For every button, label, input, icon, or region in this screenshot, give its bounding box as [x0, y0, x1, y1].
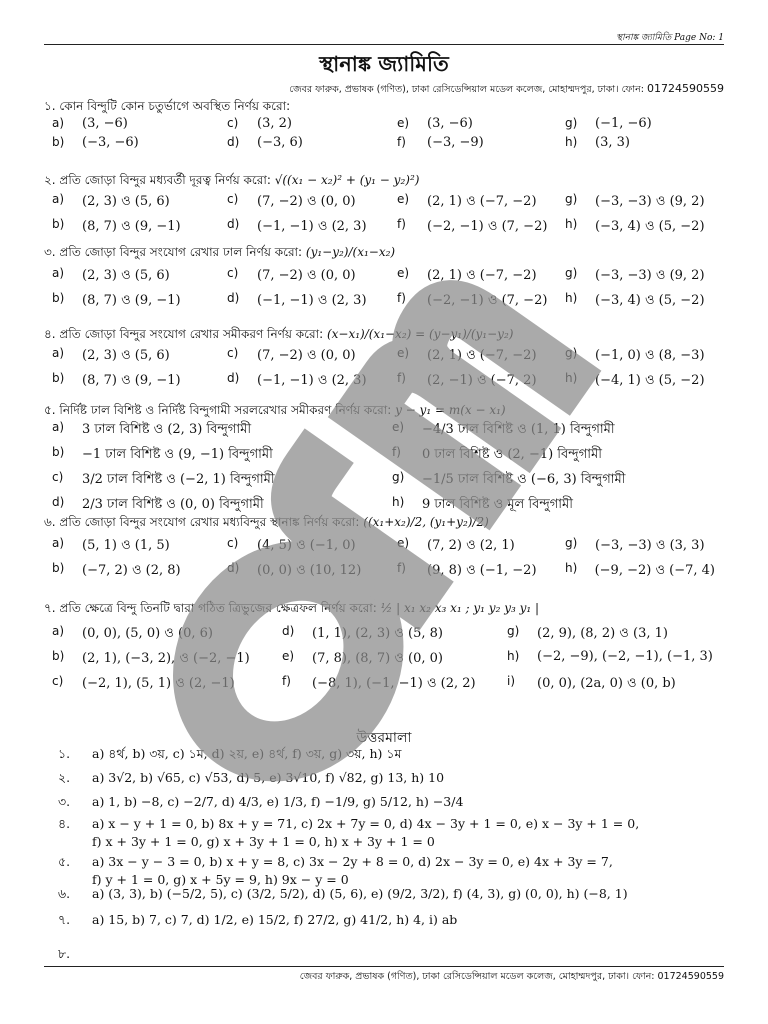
q1-item-g	[565, 116, 715, 131]
item-label: g)	[392, 470, 405, 484]
q3-item-d	[227, 291, 397, 312]
item-label: a)	[52, 116, 65, 130]
answer-number: ৫.	[58, 854, 71, 869]
item-label: a)	[52, 624, 65, 638]
item-label: d)	[227, 561, 240, 575]
item-value: 9 ঢাল বিশিষ্ট ও মূল বিন্দুগামী	[422, 497, 573, 512]
q4-item-g	[565, 346, 715, 367]
question-4-prompt	[44, 326, 724, 346]
item-label: a)	[52, 266, 65, 280]
answer-text: a) x − y + 1 = 0, b) 8x + y = 71, c) 2x + 7y = 0, d) 4x − 3y + 1 = 0, e) x − 3y + 1 = 0,	[92, 816, 640, 831]
q1-item-a	[52, 116, 227, 131]
q5-item-f	[392, 445, 722, 466]
question-6-text: ৬. প্রতি জোড়া বিন্দুর সংযোগ রেখার মধ্যবিন্দুর স্থানাঙ্ক নির্ণয় করো:	[44, 515, 364, 529]
item-label: h)	[565, 217, 578, 231]
q1-item-d	[227, 135, 397, 150]
item-label: f)	[397, 291, 406, 305]
question-6-formula: ((x₁+x₂)/2, (y₁+y₂)/2)	[363, 515, 489, 529]
question-3-formula: (y₁−y₂)/(x₁−x₂)	[305, 245, 396, 259]
q6-item-b	[52, 561, 227, 582]
item-value: (8, 7) ও (9, −1)	[82, 219, 181, 234]
item-label: e)	[397, 192, 410, 206]
q2-item-b	[52, 217, 227, 238]
question-3-prompt	[44, 244, 724, 264]
answer-number: ১.	[58, 746, 71, 761]
item-label: f)	[397, 217, 406, 231]
item-value: −1/5 ঢাল বিশিষ্ট ও (−6, 3) বিন্দুগামী	[422, 472, 626, 487]
item-label: b)	[52, 445, 65, 459]
q4-item-h	[565, 371, 715, 392]
q6-item-h	[565, 561, 715, 582]
q7-item-b	[52, 649, 282, 670]
q6-item-g	[565, 536, 715, 557]
item-value: (3, 3)	[595, 135, 630, 150]
question-7-formula: ½ | x₁ x₂ x₃ x₁ ; y₁ y₂ y₃ y₁ |	[380, 601, 540, 615]
answer-text: f) x + 3y + 1 = 0, g) x + 3y + 1 = 0, h) x + 3y + 1 = 0	[92, 834, 435, 849]
answer-number: ৬.	[58, 886, 71, 901]
q5-item-h	[392, 495, 722, 516]
item-value: (−1, −6)	[595, 116, 652, 131]
answer-text: a) 1, b) −8, c) −2/7, d) 4/3, e) 1/3, f) −1/9, g) 5/12, h) −3/4	[92, 794, 464, 809]
item-label: d)	[282, 624, 295, 638]
item-label: e)	[392, 420, 405, 434]
item-value: (−3, −3) ও (9, 2)	[595, 268, 705, 283]
item-label: a)	[52, 346, 65, 360]
question-5-prompt	[44, 402, 724, 422]
question-2-prompt	[44, 172, 724, 192]
answers-title: উত্তরমালা	[356, 730, 412, 746]
item-value: (0, 0), (5, 0) ও (0, 6)	[82, 626, 213, 641]
q3-item-e	[397, 266, 565, 287]
q5-item-e	[392, 420, 722, 441]
q6-item-a	[52, 536, 227, 557]
item-value: (3, −6)	[427, 116, 473, 131]
author-text: জেবর ফারুক, প্রভাষক (গণিত), ঢাকা রেসিডেন্সিয়াল মডেল কলেজ, মোহাম্মদপুর, ঢাকা। ফোন:	[289, 84, 648, 95]
item-label: c)	[227, 346, 239, 360]
q1-item-c	[227, 116, 397, 131]
q6-item-c	[227, 536, 397, 557]
item-value: (−2, −1) ও (7, −2)	[427, 219, 548, 234]
item-label: g)	[565, 536, 578, 550]
question-3-items	[52, 266, 724, 312]
item-value: (−3, −6)	[82, 135, 139, 150]
q5-item-a	[52, 420, 392, 441]
answer-text: f) y + 1 = 0, g) x + 5y = 9, h) 9x − y = 0	[92, 872, 349, 887]
answer-text: a) (3, 3), b) (−5/2, 5), c) (3/2, 5/2), d) (5, 6), e) (9/2, 3/2), f) (4, 3), g) (0, 0), h) (−8, 1)	[92, 886, 628, 901]
question-6-prompt	[44, 514, 724, 534]
q6-item-f	[397, 561, 565, 582]
item-value: (7, −2) ও (0, 0)	[257, 194, 356, 209]
item-value: (−1, −1) ও (2, 3)	[257, 373, 367, 388]
q3-item-h	[565, 291, 715, 312]
item-label: d)	[227, 291, 240, 305]
item-label: g)	[507, 624, 520, 638]
item-value: (−8, 1), (−1, −1) ও (2, 2)	[312, 676, 476, 691]
item-value: (−2, −1) ও (7, −2)	[427, 293, 548, 308]
question-7-text: ৭. প্রতি ক্ষেত্রে বিন্দু তিনটি দ্বারা গঠিত ত্রিভুজের ক্ষেত্রফল নির্ণয় করো:	[44, 601, 381, 615]
question-4-items	[52, 346, 724, 392]
item-label: a)	[52, 420, 65, 434]
item-label: c)	[227, 192, 239, 206]
item-label: d)	[227, 217, 240, 231]
item-label: g)	[565, 116, 578, 130]
item-value: (−3, 4) ও (5, −2)	[595, 293, 705, 308]
item-value: (−3, 4) ও (5, −2)	[595, 219, 705, 234]
question-1-prompt: ১. কোন বিন্দুটি কোন চতুর্ভাগে অবস্থিত নির্ণয় করো:	[44, 99, 291, 113]
question-5-items	[52, 420, 724, 516]
item-label: h)	[565, 561, 578, 575]
answer-number: ৭.	[58, 912, 71, 927]
footer-divider	[44, 966, 724, 967]
author-line	[289, 82, 724, 98]
item-value: (2, 1), (−3, 2), ও (−2, −1)	[82, 651, 250, 666]
answer-number: ৪.	[58, 816, 71, 831]
item-label: i)	[507, 674, 516, 688]
q2-item-e	[397, 192, 565, 213]
item-value: (2, −1) ও (−7, 2)	[427, 373, 537, 388]
q3-item-b	[52, 291, 227, 312]
item-value: (8, 7) ও (9, −1)	[82, 293, 181, 308]
item-label: f)	[397, 135, 406, 149]
q5-item-b	[52, 445, 392, 466]
answer-text: a) 3√2, b) √65, c) √53, d) 5, e) 3√10, f) √82, g) 13, h) 10	[92, 770, 445, 785]
question-1-items	[52, 116, 724, 150]
q3-item-g	[565, 266, 715, 287]
item-label: a)	[52, 192, 65, 206]
item-label: b)	[52, 649, 65, 663]
question-4-formula: (x−x₁)/(x₁−x₂) = (y−y₁)/(y₁−y₂)	[326, 327, 514, 341]
item-value: (−3, −3) ও (3, 3)	[595, 538, 705, 553]
item-label: d)	[227, 135, 240, 149]
question-7-items	[52, 624, 724, 695]
item-label: e)	[397, 116, 410, 130]
q2-item-g	[565, 192, 715, 213]
item-value: (−2, −9), (−2, −1), (−1, 3)	[537, 649, 713, 664]
question-5-formula: y − y₁ = m(x − x₁)	[395, 403, 506, 417]
item-value: (−2, 1), (5, 1) ও (2, −1)	[82, 676, 235, 691]
item-value: (−3, −3) ও (9, 2)	[595, 194, 705, 209]
question-3-text: ৩. প্রতি জোড়া বিন্দুর সংযোগ রেখার ঢাল নির্ণয় করো:	[44, 245, 306, 259]
q7-item-d	[282, 624, 507, 645]
q7-item-g	[507, 624, 727, 645]
question-6-items	[52, 536, 724, 582]
answer-number: ৮.	[58, 946, 71, 961]
question-4-text: ৪. প্রতি জোড়া বিন্দুর সংযোগ রেখার সমীকরণ নির্ণয় করো:	[44, 327, 327, 341]
q7-item-h	[507, 649, 727, 670]
q1-item-f	[397, 135, 565, 150]
item-value: (9, 8) ও (−1, −2)	[427, 563, 537, 578]
q7-item-a	[52, 624, 282, 645]
item-label: f)	[397, 561, 406, 575]
item-label: f)	[392, 445, 401, 459]
q5-item-d	[52, 495, 392, 516]
q4-item-d	[227, 371, 397, 392]
item-label: c)	[52, 470, 64, 484]
item-value: (3, −6)	[82, 116, 128, 131]
item-value: (2, 3) ও (5, 6)	[82, 348, 170, 363]
item-label: c)	[227, 116, 239, 130]
item-value: 3/2 ঢাল বিশিষ্ট ও (−2, 1) বিন্দুগামী	[82, 472, 275, 487]
q4-item-a	[52, 346, 227, 367]
item-value: (0, 0), (2a, 0) ও (0, b)	[537, 676, 676, 691]
question-7-prompt	[44, 600, 724, 620]
item-value: (−1, −1) ও (2, 3)	[257, 293, 367, 308]
item-label: d)	[52, 495, 65, 509]
q3-item-f	[397, 291, 565, 312]
q6-item-e	[397, 536, 565, 557]
q2-item-c	[227, 192, 397, 213]
q6-item-d	[227, 561, 397, 582]
item-label: e)	[282, 649, 295, 663]
item-value: 3 ঢাল বিশিষ্ট ও (2, 3) বিন্দুগামী	[82, 422, 252, 437]
answer-number: ২.	[58, 770, 71, 785]
item-value: (−3, −9)	[427, 135, 484, 150]
q5-item-c	[52, 470, 392, 491]
item-value: 0 ঢাল বিশিষ্ট ও (2, −1) বিন্দুগামী	[422, 447, 602, 462]
item-value: (2, 1) ও (−7, −2)	[427, 194, 537, 209]
item-value: −1 ঢাল বিশিষ্ট ও (9, −1) বিন্দুগামী	[82, 447, 273, 462]
item-label: h)	[565, 135, 578, 149]
answer-text: a) 15, b) 7, c) 7, d) 1/2, e) 15/2, f) 27/2, g) 41/2, h) 4, i) ab	[92, 912, 458, 927]
q7-item-i	[507, 674, 727, 695]
question-5-text: ৫. নির্দিষ্ট ঢাল বিশিষ্ট ও নির্দিষ্ট বিন্দুগামী সরলরেখার সমীকরণ নির্ণয় করো:	[44, 403, 396, 417]
item-label: b)	[52, 371, 65, 385]
item-value: (7, −2) ও (0, 0)	[257, 348, 356, 363]
item-label: b)	[52, 291, 65, 305]
item-label: a)	[52, 536, 65, 550]
question-2-formula: √((x₁ − x₂)² + (y₁ − y₂)²)	[274, 173, 420, 187]
item-label: b)	[52, 217, 65, 231]
item-value: (−7, 2) ও (2, 8)	[82, 563, 181, 578]
answer-text: a) ৪র্থ, b) ৩য়, c) ১ম, d) ২য়, e) ৪র্থ, f) ৩য়, g) ৩য়, h) ১ম	[92, 746, 402, 761]
item-label: e)	[397, 266, 410, 280]
q4-item-c	[227, 346, 397, 367]
item-value: (−3, 6)	[257, 135, 303, 150]
item-value: (−4, 1) ও (5, −2)	[595, 373, 705, 388]
item-value: (2, 3) ও (5, 6)	[82, 268, 170, 283]
item-label: e)	[397, 536, 410, 550]
item-value: (0, 0) ও (10, 12)	[257, 563, 362, 578]
item-label: e)	[397, 346, 410, 360]
q3-item-a	[52, 266, 227, 287]
q2-item-d	[227, 217, 397, 238]
q7-item-e	[282, 649, 507, 670]
q7-item-c	[52, 674, 282, 695]
item-value: (−1, 0) ও (8, −3)	[595, 348, 705, 363]
footer-text: জেবর ফারুক, প্রভাষক (গণিত), ঢাকা রেসিডেন্সিয়াল মডেল কলেজ, মোহাম্মদপুর, ঢাকা। ফোন: 01724590559	[299, 971, 724, 982]
q1-item-h	[565, 135, 715, 150]
item-label: c)	[227, 536, 239, 550]
q2-item-a	[52, 192, 227, 213]
item-value: (4, 5) ও (−1, 0)	[257, 538, 356, 553]
item-label: c)	[227, 266, 239, 280]
item-value: (2, 1) ও (−7, −2)	[427, 348, 537, 363]
item-value: (−1, −1) ও (2, 3)	[257, 219, 367, 234]
item-value: (5, 1) ও (1, 5)	[82, 538, 170, 553]
item-label: d)	[227, 371, 240, 385]
item-label: g)	[565, 266, 578, 280]
q5-item-g	[392, 470, 722, 491]
item-value: (7, −2) ও (0, 0)	[257, 268, 356, 283]
item-value: (1, 1), (2, 3) ও (5, 8)	[312, 626, 443, 641]
q1-item-b	[52, 135, 227, 150]
item-label: f)	[397, 371, 406, 385]
item-label: h)	[507, 649, 520, 663]
page-title: স্থানাঙ্ক জ্যামিতি	[319, 52, 449, 76]
answer-number: ৩.	[58, 794, 71, 809]
item-value: (7, 2) ও (2, 1)	[427, 538, 515, 553]
answer-text: a) 3x − y − 3 = 0, b) x + y = 8, c) 3x − 2y + 8 = 0, d) 2x − 3y = 0, e) 4x + 3y = 7,	[92, 854, 613, 869]
item-value: (2, 3) ও (5, 6)	[82, 194, 170, 209]
q2-item-f	[397, 217, 565, 238]
item-label: f)	[282, 674, 291, 688]
item-value: −4/3 ঢাল বিশিষ্ট ও (1, 1) বিন্দুগামী	[422, 422, 615, 437]
item-label: b)	[52, 561, 65, 575]
item-label: b)	[52, 135, 65, 149]
author-phone: 01724590559	[647, 82, 724, 95]
item-value: (−9, −2) ও (−7, 4)	[594, 563, 715, 578]
item-value: (2, 9), (8, 2) ও (3, 1)	[537, 626, 668, 641]
item-label: c)	[52, 674, 64, 688]
q2-item-h	[565, 217, 715, 238]
item-label: h)	[565, 371, 578, 385]
item-value: (3, 2)	[257, 116, 292, 131]
item-value: (7, 8), (8, 7) ও (0, 0)	[312, 651, 443, 666]
q3-item-c	[227, 266, 397, 287]
question-2-items	[52, 192, 724, 238]
header-divider	[44, 44, 724, 45]
item-value: (8, 7) ও (9, −1)	[82, 373, 181, 388]
q4-item-f	[397, 371, 565, 392]
item-value: (2, 1) ও (−7, −2)	[427, 268, 537, 283]
item-label: h)	[565, 291, 578, 305]
item-label: g)	[565, 346, 578, 360]
q4-item-e	[397, 346, 565, 367]
question-2-text: ২. প্রতি জোড়া বিন্দুর মধ্যবর্তী দূরত্ব নির্ণয় করো:	[44, 173, 275, 187]
item-label: h)	[392, 495, 405, 509]
page-label: স্থানাঙ্ক জ্যামিতি Page No: 1	[616, 33, 724, 43]
item-value: 2/3 ঢাল বিশিষ্ট ও (0, 0) বিন্দুগামী	[82, 497, 264, 512]
q4-item-b	[52, 371, 227, 392]
q7-item-f	[282, 674, 507, 695]
item-label: g)	[565, 192, 578, 206]
q1-item-e	[397, 116, 565, 131]
